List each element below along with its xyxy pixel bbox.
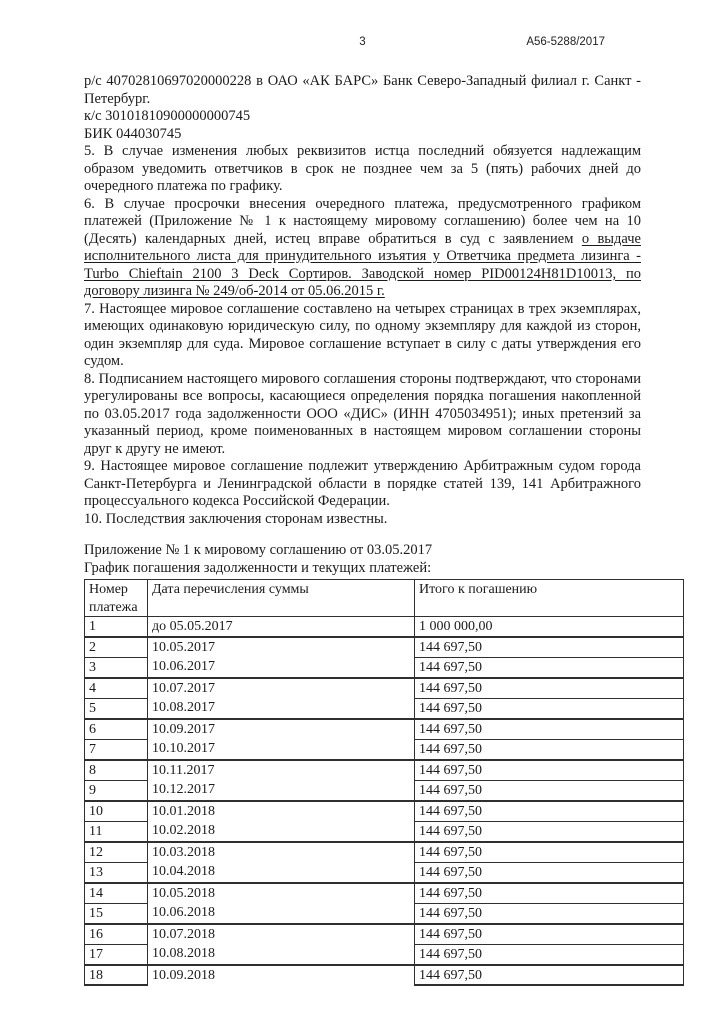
table-row	[85, 965, 684, 986]
payment-number-cell: 8	[85, 760, 148, 781]
payment-number-cell: 1	[85, 617, 148, 637]
payment-amount-cell: 144 697,50	[415, 862, 684, 883]
paragraph-6-underlined-text: о выдаче исполнительного листа для принудительного изъятия у Ответчика предмета лизинга - Turbo Chieftain 2100 3 Deck Сортиров. Заводской номер PID00124H81D10013, по договору лизинга № 249/об-2014 от 05.06.2015 г.	[84, 230, 641, 299]
payment-amount-cell: 144 697,50	[415, 760, 684, 781]
payment-date-cell	[148, 924, 415, 965]
paragraph-9: 9. Настоящее мировое соглашение подлежит утверждению Арбитражным судом города Санкт-Петербурга и Ленинградской области в порядке статей 139, 141 Арбитражного процессуального кодекса Российской Федерации.	[84, 458, 641, 509]
payment-date: 10.07.2017	[152, 680, 215, 696]
payment-number-cell: 12	[85, 842, 148, 863]
payment-date: 10.04.2018	[152, 864, 215, 879]
header-payment-date: Дата перечисления суммы	[148, 580, 415, 617]
payment-amount-cell: 144 697,50	[415, 903, 684, 924]
payment-number-cell: 18	[85, 965, 148, 986]
header-payment-amount: Итого к погашению	[415, 580, 684, 617]
table-row	[85, 883, 684, 904]
payment-number-cell: 15	[85, 903, 148, 924]
payment-date: 10.06.2018	[152, 905, 215, 920]
payment-date-cell	[148, 760, 415, 801]
payment-date: 10.08.2018	[152, 946, 215, 961]
payment-date-cell	[148, 883, 415, 924]
payment-date: 10.02.2018	[152, 823, 215, 838]
payment-amount-cell: 144 697,50	[415, 678, 684, 699]
payment-date: 10.03.2018	[152, 844, 215, 860]
payment-date: 10.05.2018	[152, 885, 215, 901]
payment-amount-cell: 144 697,50	[415, 739, 684, 760]
payment-amount-cell: 144 697,50	[415, 924, 684, 945]
payment-number-cell: 4	[85, 678, 148, 699]
document-body	[84, 73, 641, 528]
payment-amount-cell: 144 697,50	[415, 719, 684, 740]
payment-amount-cell: 144 697,50	[415, 944, 684, 965]
appendix-title: Приложение № 1 к мировому соглашению от 03.05.2017	[84, 542, 433, 558]
page-number: 3	[359, 36, 366, 48]
payment-number-cell: 10	[85, 801, 148, 822]
payment-amount-cell: 144 697,50	[415, 698, 684, 719]
table-row	[85, 801, 684, 822]
payment-date: 10.05.2017	[152, 639, 215, 655]
payment-date: 10.07.2018	[152, 926, 215, 942]
payment-number-cell: 14	[85, 883, 148, 904]
payment-date: 10.01.2018	[152, 803, 215, 819]
payment-number-cell: 9	[85, 780, 148, 801]
paragraph-5: 5. В случае изменения любых реквизитов истца последний обязуется надлежащим образом уведомить ответчиков в срок не позднее чем за 5 (пять) рабочих дней до очередного платежа по графику.	[84, 143, 641, 194]
payment-amount-cell: 144 697,50	[415, 801, 684, 822]
table-row	[85, 637, 684, 658]
payment-number-cell: 16	[85, 924, 148, 945]
paragraph-8: 8. Подписанием настоящего мирового соглашения стороны подтверждают, что сторонами урегулированы все вопросы, касающиеся определения порядка погашения накопленной по 03.05.2017 года задолженности ООО «ДИС» (ИНН 4705034951); иных претензий за указанный период, кроме поименованных в настоящем мировом соглашении стороны друг к другу не имеют.	[84, 370, 641, 457]
payment-date-cell	[148, 801, 415, 842]
paragraph-6	[84, 196, 641, 301]
payment-amount-cell: 144 697,50	[415, 637, 684, 658]
table-row	[85, 760, 684, 781]
payment-date: 10.09.2017	[152, 721, 215, 737]
payment-date-cell	[148, 842, 415, 883]
payment-date: 10.12.2017	[152, 782, 215, 797]
payment-number-cell: 7	[85, 739, 148, 760]
payment-date: 10.06.2017	[152, 659, 215, 674]
payment-amount-cell: 1 000 000,00	[415, 617, 684, 637]
payment-date-cell: 10.09.2018	[148, 965, 415, 986]
table-row	[85, 842, 684, 863]
paragraph-7: 7. Настоящее мировое соглашение составлено на четырех страницах в трех экземплярах, имеющих одинаковую юридическую силу, по одному экземпляру для каждой из сторон, один экземпляр для суда. Мировое соглашение вступает в силу с даты утверждения его судом.	[84, 300, 641, 369]
payment-amount-cell: 144 697,50	[415, 883, 684, 904]
payment-date-cell	[148, 678, 415, 719]
payment-number-cell: 17	[85, 944, 148, 965]
payment-number-cell: 2	[85, 637, 148, 658]
payment-amount-cell: 144 697,50	[415, 780, 684, 801]
payment-number-cell: 5	[85, 698, 148, 719]
payment-number-cell: 3	[85, 657, 148, 678]
table-row	[85, 617, 684, 637]
payment-amount-cell: 144 697,50	[415, 965, 684, 986]
table-row	[85, 924, 684, 945]
appendix-subtitle: График погашения задолженности и текущих платежей:	[84, 559, 432, 576]
payment-date: 10.10.2017	[152, 741, 215, 756]
paragraph-10: 10. Последствия заключения сторонам известны.	[84, 510, 388, 527]
table-row	[85, 719, 684, 740]
table-row	[85, 678, 684, 699]
header-payment-number: Номер платежа	[85, 580, 148, 617]
payment-date-cell: до 05.05.2017	[148, 617, 415, 637]
payment-date: 10.11.2017	[152, 762, 215, 778]
payment-number-cell: 11	[85, 821, 148, 842]
payment-number-cell: 6	[85, 719, 148, 740]
payment-date-cell	[148, 719, 415, 760]
payment-amount-cell: 144 697,50	[415, 821, 684, 842]
payment-date-cell	[148, 637, 415, 678]
document-header	[84, 36, 641, 51]
bik-line: БИК 044030745	[84, 125, 182, 142]
bank-account-paragraph: р/с 40702810697020000228 в ОАО «АК БАРС» Банк Северо-Западный филиал г. Санкт - Петербург.	[84, 73, 641, 107]
case-number: А56-5288/2017	[526, 36, 605, 48]
appendix-heading	[84, 542, 641, 577]
payment-date: 10.08.2017	[152, 700, 215, 715]
payment-amount-cell: 144 697,50	[415, 842, 684, 863]
paragraph-6-text: 6. В случае просрочки внесения очередного платежа, предусмотренного графиком платежей (Приложение № 1 к настоящему мировому соглашению) более чем на 10 (Десять) календарных дней, истец вправе обратиться в суд с заявлением	[84, 195, 641, 247]
corr-account-line: к/с 30101810900000000745	[84, 108, 251, 124]
payment-schedule-table	[84, 579, 684, 986]
table-header-row	[85, 580, 684, 617]
payment-number-cell: 13	[85, 862, 148, 883]
payment-amount-cell: 144 697,50	[415, 657, 684, 678]
